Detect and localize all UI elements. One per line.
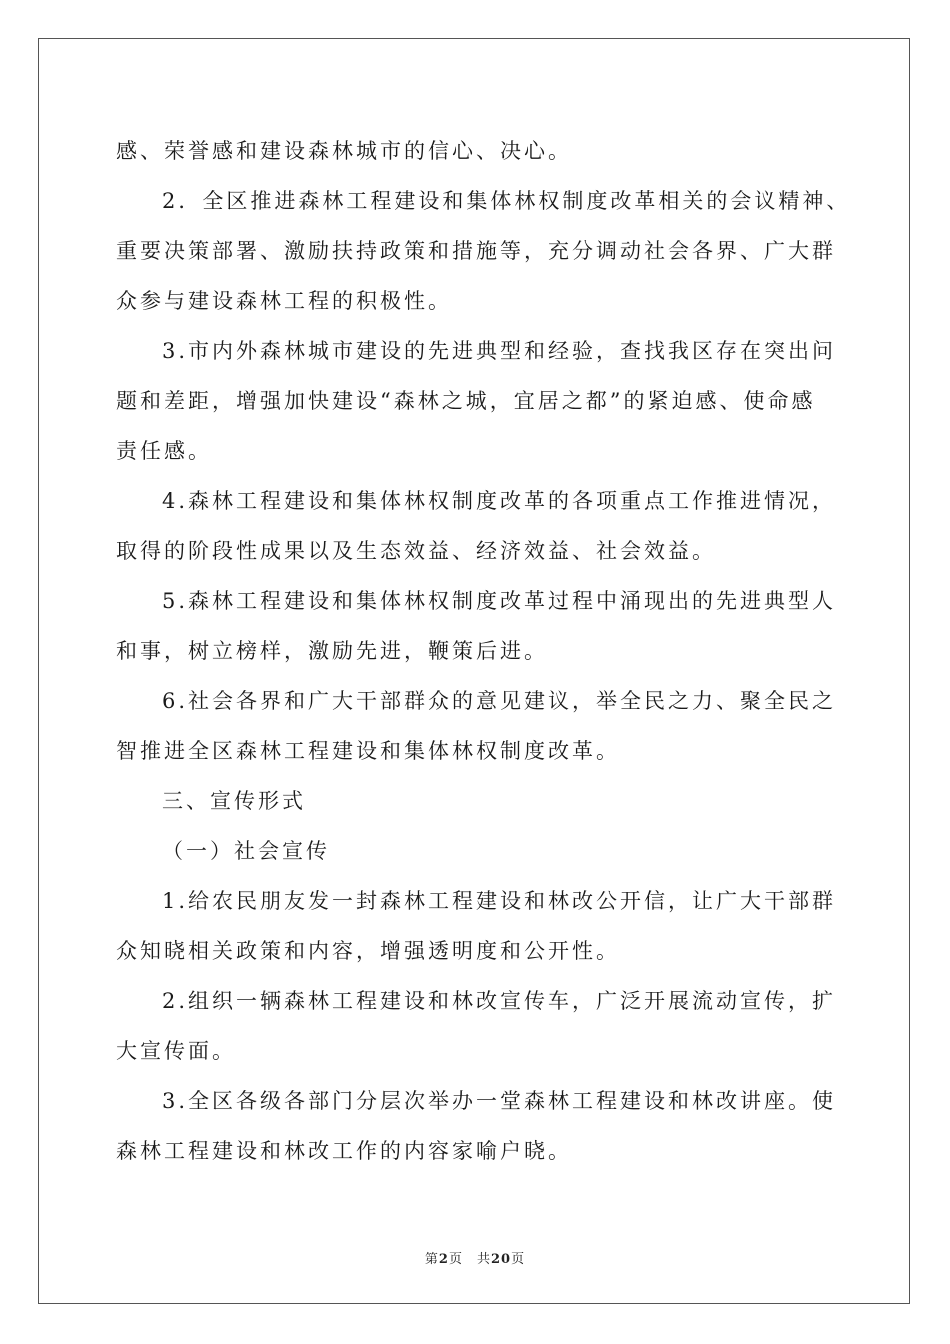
paragraph: [116, 326, 846, 476]
paragraph: [116, 1076, 846, 1176]
text-line: 众参与建设森林工程的积极性。: [116, 289, 452, 313]
total-prefix: 共: [476, 1252, 491, 1267]
text-line: 感、荣誉感和建设森林城市的信心、决心。: [116, 139, 572, 163]
text-line: 1.给农民朋友发一封森林工程建设和林改公开信，让广大干部群: [162, 889, 837, 913]
text-line: 4.森林工程建设和集体林权制度改革的各项重点工作推进情况，: [162, 489, 837, 513]
page-footer: [0, 1248, 950, 1267]
total-pages: 20: [490, 1252, 512, 1267]
section-heading: [116, 776, 846, 826]
paragraph: [116, 126, 846, 176]
paragraph: [116, 476, 846, 576]
text-line: 森林工程建设和林改工作的内容家喻户晓。: [116, 1139, 572, 1163]
text-line: 取得的阶段性成果以及生态效益、经济效益、社会效益。: [116, 539, 716, 563]
text-line: 重要决策部署、激励扶持政策和措施等，充分调动社会各界、广大群: [116, 239, 836, 263]
paragraph: [116, 876, 846, 976]
text-line: 责任感。: [116, 439, 212, 463]
paragraph: [116, 676, 846, 776]
text-line: 2．全区推进森林工程建设和集体林权制度改革相关的会议精神、: [162, 189, 851, 213]
document-body: [116, 126, 851, 1176]
text-line: 5.森林工程建设和集体林权制度改革过程中涌现出的先进典型人: [162, 589, 837, 613]
page-suffix: 页: [448, 1252, 463, 1267]
subsection-heading: [116, 826, 846, 876]
paragraph: [116, 176, 851, 326]
text-line: 6.社会各界和广大干部群众的意见建议，举全民之力、聚全民之: [162, 689, 837, 713]
text-line: 大宣传面。: [116, 1039, 236, 1063]
text-line: 和事，树立榜样，激励先进，鞭策后进。: [116, 639, 548, 663]
text-line: 众知晓相关政策和内容，增强透明度和公开性。: [116, 939, 620, 963]
text-line: 三、宣传形式: [162, 789, 306, 813]
text-line: 3.市内外森林城市建设的先进典型和经验，查找我区存在突出问: [162, 339, 837, 363]
page-prefix: 第: [424, 1252, 439, 1267]
text-line: 智推进全区森林工程建设和集体林权制度改革。: [116, 739, 620, 763]
text-line: 2.组织一辆森林工程建设和林改宣传车，广泛开展流动宣传，扩: [162, 989, 837, 1013]
text-line: （一）社会宣传: [162, 839, 330, 863]
paragraph: [116, 576, 846, 676]
paragraph: [116, 976, 846, 1076]
text-line: 3.全区各级各部门分层次举办一堂森林工程建设和林改讲座。使: [162, 1089, 837, 1113]
total-suffix: 页: [511, 1252, 526, 1267]
text-line: 题和差距，增强加快建设“森林之城，宜居之都”的紧迫感、使命感: [116, 389, 816, 413]
page-number: 2: [438, 1252, 449, 1267]
